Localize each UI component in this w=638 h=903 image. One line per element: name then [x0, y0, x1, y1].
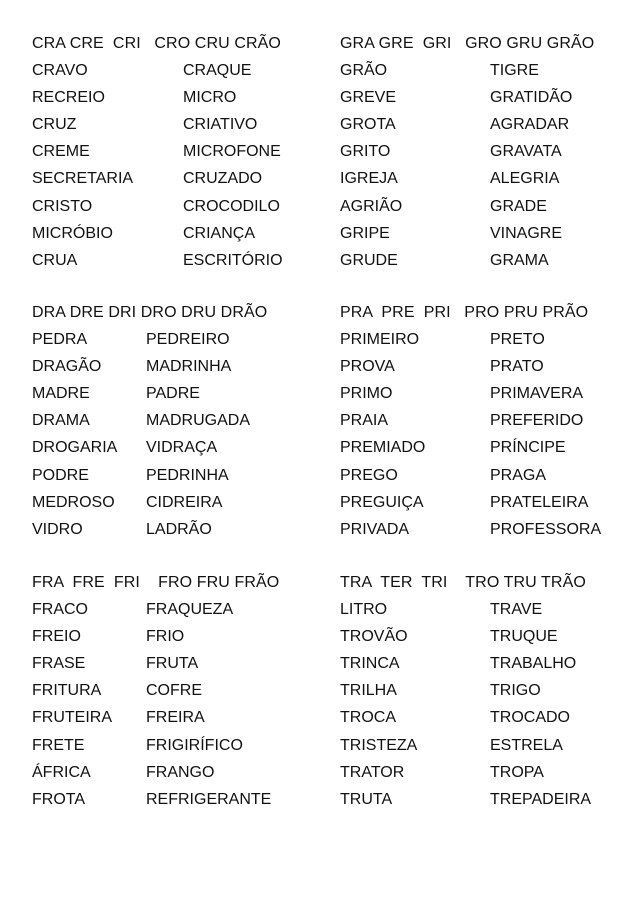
word-left: GRITO [340, 143, 391, 161]
word-left: GREVE [340, 89, 397, 107]
word-right: MICRO [183, 89, 237, 107]
word-left: FRACO [32, 601, 88, 619]
word-left: VIDRO [32, 520, 83, 538]
word-right: PADRE [146, 385, 200, 403]
word-left: TROVÃO [340, 628, 408, 646]
word-right: GRAMA [490, 251, 549, 269]
word-right: FREIRA [146, 709, 205, 727]
word-left: DRAMA [32, 412, 90, 430]
word-left: IGREJA [340, 170, 398, 188]
word-left: FRUTEIRA [32, 709, 112, 727]
word-left: SECRETARIA [32, 170, 134, 188]
word-right: PREFERIDO [490, 412, 584, 430]
word-right: TROCADO [490, 709, 570, 727]
word-left: PREGO [340, 466, 398, 484]
word-left: PEDRA [32, 331, 88, 349]
word-right: MICROFONE [183, 143, 281, 161]
word-left: FRASE [32, 655, 86, 673]
word-left: FREIO [32, 628, 81, 646]
syllable-header: FRA FRE FRI FRO FRU FRÃO [32, 574, 280, 591]
word-right: CRUZADO [183, 170, 263, 188]
word-right: GRADE [490, 197, 547, 215]
word-right: VINAGRE [490, 224, 563, 242]
word-left: FROTA [32, 790, 86, 808]
word-left: TRUTA [340, 790, 393, 808]
word-right: GRATIDÃO [490, 89, 573, 107]
word-right: CRAQUE [183, 62, 252, 80]
word-left: ÁFRICA [32, 763, 91, 781]
word-right: CIDREIRA [146, 493, 223, 511]
word-left: FRITURA [32, 682, 102, 700]
word-left: RECREIO [32, 89, 105, 107]
word-right: ESCRITÓRIO [183, 251, 283, 269]
word-left: GRUDE [340, 251, 398, 269]
word-left: PRAIA [340, 412, 389, 430]
word-left: PREGUIÇA [340, 493, 424, 511]
word-left: TRISTEZA [340, 736, 418, 754]
word-right: PRAGA [490, 466, 547, 484]
word-right: REFRIGERANTE [146, 790, 272, 808]
word-right: FRAQUEZA [146, 601, 234, 619]
word-right: CROCODILO [183, 197, 280, 215]
word-right: LADRÃO [146, 520, 212, 538]
word-right: PRIMAVERA [490, 385, 584, 403]
syllable-header: TRA TER TRI TRO TRU TRÃO [340, 574, 586, 591]
word-left: MEDROSO [32, 493, 115, 511]
word-left: TROCA [340, 709, 396, 727]
word-right: CRIATIVO [183, 116, 258, 134]
word-left: GROTA [340, 116, 396, 134]
word-left: CRAVO [32, 62, 88, 80]
word-right: TRABALHO [490, 655, 577, 673]
word-right: ALEGRIA [490, 170, 560, 188]
word-right: CRIANÇA [183, 224, 256, 242]
word-left: GRÃO [340, 62, 388, 80]
word-right: FRUTA [146, 655, 199, 673]
word-right: TIGRE [490, 62, 539, 80]
word-left: CRISTO [32, 197, 93, 215]
word-left: PODRE [32, 466, 89, 484]
word-right: FRIGIRÍFICO [146, 736, 243, 754]
word-right: PRATELEIRA [490, 493, 589, 511]
word-left: PRIVADA [340, 520, 410, 538]
word-left: DRAGÃO [32, 358, 102, 376]
word-left: CREME [32, 143, 90, 161]
word-left: CRUZ [32, 116, 77, 134]
word-left: GRIPE [340, 224, 390, 242]
syllable-header: GRA GRE GRI GRO GRU GRÃO [340, 35, 595, 52]
word-right: FRIO [146, 628, 185, 646]
word-left: FRETE [32, 736, 85, 754]
word-right: TRUQUE [490, 628, 558, 646]
word-right: TROPA [490, 763, 544, 781]
word-right: TRAVE [490, 601, 543, 619]
word-right: GRAVATA [490, 143, 562, 161]
word-left: CRUA [32, 251, 78, 269]
word-right: PEDREIRO [146, 331, 230, 349]
word-left: PROVA [340, 358, 395, 376]
word-left: MADRE [32, 385, 90, 403]
word-right: COFRE [146, 682, 202, 700]
syllable-header: PRA PRE PRI PRO PRU PRÃO [340, 304, 589, 321]
word-left: MICRÓBIO [32, 224, 113, 242]
word-left: PRIMO [340, 385, 393, 403]
word-right: PRETO [490, 331, 545, 349]
word-right: AGRADAR [490, 116, 570, 134]
word-left: DROGARIA [32, 439, 118, 457]
word-left: LITRO [340, 601, 388, 619]
word-left: TRILHA [340, 682, 397, 700]
word-left: TRINCA [340, 655, 400, 673]
word-left: AGRIÃO [340, 197, 403, 215]
syllable-header: DRA DRE DRI DRO DRU DRÃO [32, 304, 268, 321]
word-right: MADRUGADA [146, 412, 251, 430]
word-right: TRIGO [490, 682, 541, 700]
word-right: FRANGO [146, 763, 215, 781]
word-right: PROFESSORA [490, 520, 602, 538]
word-right: MADRINHA [146, 358, 232, 376]
word-left: PRIMEIRO [340, 331, 420, 349]
word-right: TREPADEIRA [490, 790, 592, 808]
word-right: VIDRAÇA [146, 439, 218, 457]
syllable-header: CRA CRE CRI CRO CRU CRÃO [32, 35, 281, 52]
word-left: TRATOR [340, 763, 405, 781]
word-right: PRATO [490, 358, 544, 376]
word-right: PEDRINHA [146, 466, 229, 484]
word-right: PRÍNCIPE [490, 439, 566, 457]
word-right: ESTRELA [490, 736, 563, 754]
word-left: PREMIADO [340, 439, 426, 457]
